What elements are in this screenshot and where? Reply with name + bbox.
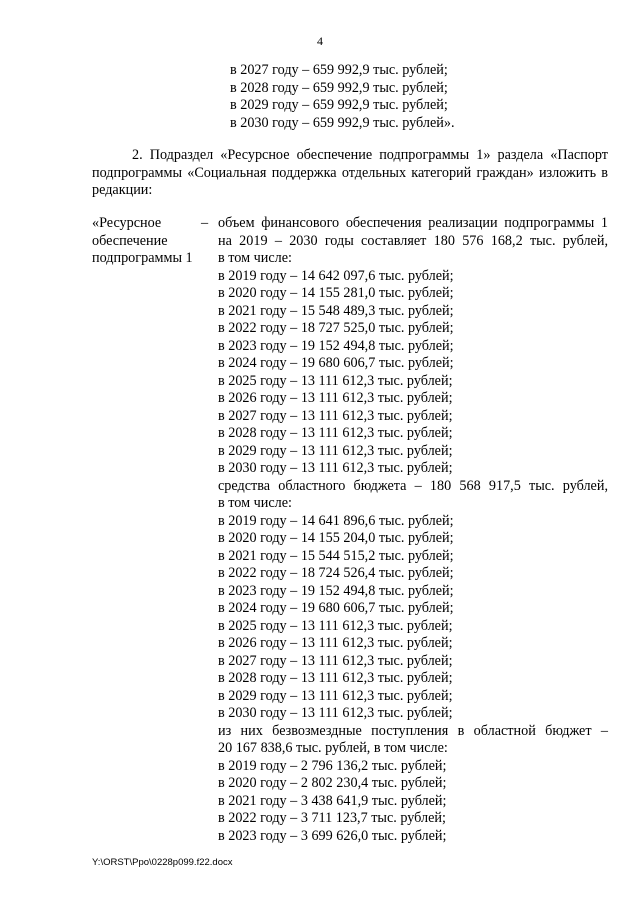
- total-year-line: в 2023 году – 19 152 494,8 тыс. рублей;: [218, 337, 454, 354]
- total-year-line: в 2030 году – 13 111 612,3 тыс. рублей;: [218, 460, 453, 476]
- intro-line: в том числе:: [218, 250, 292, 266]
- total-year-line: в 2026 году – 13 111 612,3 тыс. рублей;: [218, 390, 453, 406]
- label-line: обеспечение: [92, 232, 168, 249]
- regional-year-line: в 2025 году – 13 111 612,3 тыс. рублей;: [218, 617, 453, 634]
- total-year-line: в 2020 году – 14 155 281,0 тыс. рублей;: [218, 285, 454, 301]
- free-year-line: в 2023 году – 3 699 626,0 тыс. рублей;: [218, 827, 447, 844]
- separator-dash: –: [201, 215, 209, 231]
- regional-year-line: в 2030 году – 13 111 612,3 тыс. рублей;: [218, 705, 453, 721]
- page-number: 4: [317, 34, 323, 48]
- label-line: подпрограммы 1: [92, 250, 193, 266]
- regional-year-line: в 2023 году – 19 152 494,8 тыс. рублей;: [218, 582, 454, 599]
- free-year-line: в 2020 году – 2 802 230,4 тыс. рублей;: [218, 775, 447, 791]
- intro-line: на 2019 – 2030 годы составляет 180 576 168,2 тыс. рублей,: [218, 232, 608, 249]
- regional-year-line: в 2022 году – 18 724 526,4 тыс. рублей;: [218, 565, 454, 581]
- free-year-line: в 2021 году – 3 438 641,9 тыс. рублей;: [218, 792, 447, 809]
- amendment-paragraph: [92, 147, 608, 200]
- regional-year-line: в 2021 году – 15 544 515,2 тыс. рублей;: [218, 547, 454, 564]
- top-line: в 2030 году – 659 992,9 тыс. рублей».: [230, 114, 455, 131]
- free-year-line: в 2022 году – 3 711 123,7 тыс. рублей;: [218, 810, 446, 826]
- amendment-text: 2. Подраздел «Ресурсное обеспечение подпрограммы 1» раздела «Паспорт подпрограммы «Социальная поддержка отдельных категорий граждан» изложить в редакции:: [92, 147, 608, 198]
- top-line: в 2028 году – 659 992,9 тыс. рублей;: [230, 79, 448, 96]
- top-line: в 2029 году – 659 992,9 тыс. рублей;: [230, 97, 448, 113]
- total-year-line: в 2024 году – 19 680 606,7 тыс. рублей;: [218, 355, 454, 371]
- free-receipts-line: из них безвозмездные поступления в областной бюджет –: [218, 722, 608, 739]
- regional-year-line: в 2028 году – 13 111 612,3 тыс. рублей;: [218, 670, 453, 686]
- regional-budget-line: в том числе:: [218, 495, 292, 511]
- regional-year-line: в 2019 году – 14 641 896,6 тыс. рублей;: [218, 512, 454, 529]
- total-year-line: в 2029 году – 13 111 612,3 тыс. рублей;: [218, 442, 453, 459]
- total-year-line: в 2027 году – 13 111 612,3 тыс. рублей;: [218, 407, 453, 424]
- free-receipts-line: 20 167 838,6 тыс. рублей, в том числе:: [218, 740, 448, 756]
- regional-year-line: в 2020 году – 14 155 204,0 тыс. рублей;: [218, 530, 454, 546]
- file-path-footer: Y:\ORST\Ppo\0228p099.f22.docx: [92, 857, 233, 868]
- total-year-line: в 2022 году – 18 727 525,0 тыс. рублей;: [218, 320, 454, 336]
- regional-year-line: в 2024 году – 19 680 606,7 тыс. рублей;: [218, 600, 454, 616]
- resource-label: [92, 215, 202, 268]
- top-lines: [230, 62, 455, 132]
- intro-line: объем финансового обеспечения реализации подпрограммы 1: [218, 215, 608, 231]
- regional-year-line: в 2029 году – 13 111 612,3 тыс. рублей;: [218, 687, 453, 704]
- regional-year-line: в 2026 году – 13 111 612,3 тыс. рублей;: [218, 635, 453, 651]
- label-line: «Ресурсное: [92, 215, 162, 231]
- top-line: в 2027 году – 659 992,9 тыс. рублей;: [230, 62, 448, 78]
- free-year-line: в 2019 году – 2 796 136,2 тыс. рублей;: [218, 757, 447, 774]
- resource-details: [218, 215, 608, 845]
- total-year-line: в 2019 году – 14 642 097,6 тыс. рублей;: [218, 267, 454, 284]
- total-year-line: в 2028 году – 13 111 612,3 тыс. рублей;: [218, 425, 453, 441]
- regional-budget-line: средства областного бюджета – 180 568 917,5 тыс. рублей,: [218, 477, 608, 494]
- total-year-line: в 2021 году – 15 548 489,3 тыс. рублей;: [218, 302, 454, 319]
- regional-year-line: в 2027 году – 13 111 612,3 тыс. рублей;: [218, 652, 453, 669]
- total-year-line: в 2025 году – 13 111 612,3 тыс. рублей;: [218, 372, 453, 389]
